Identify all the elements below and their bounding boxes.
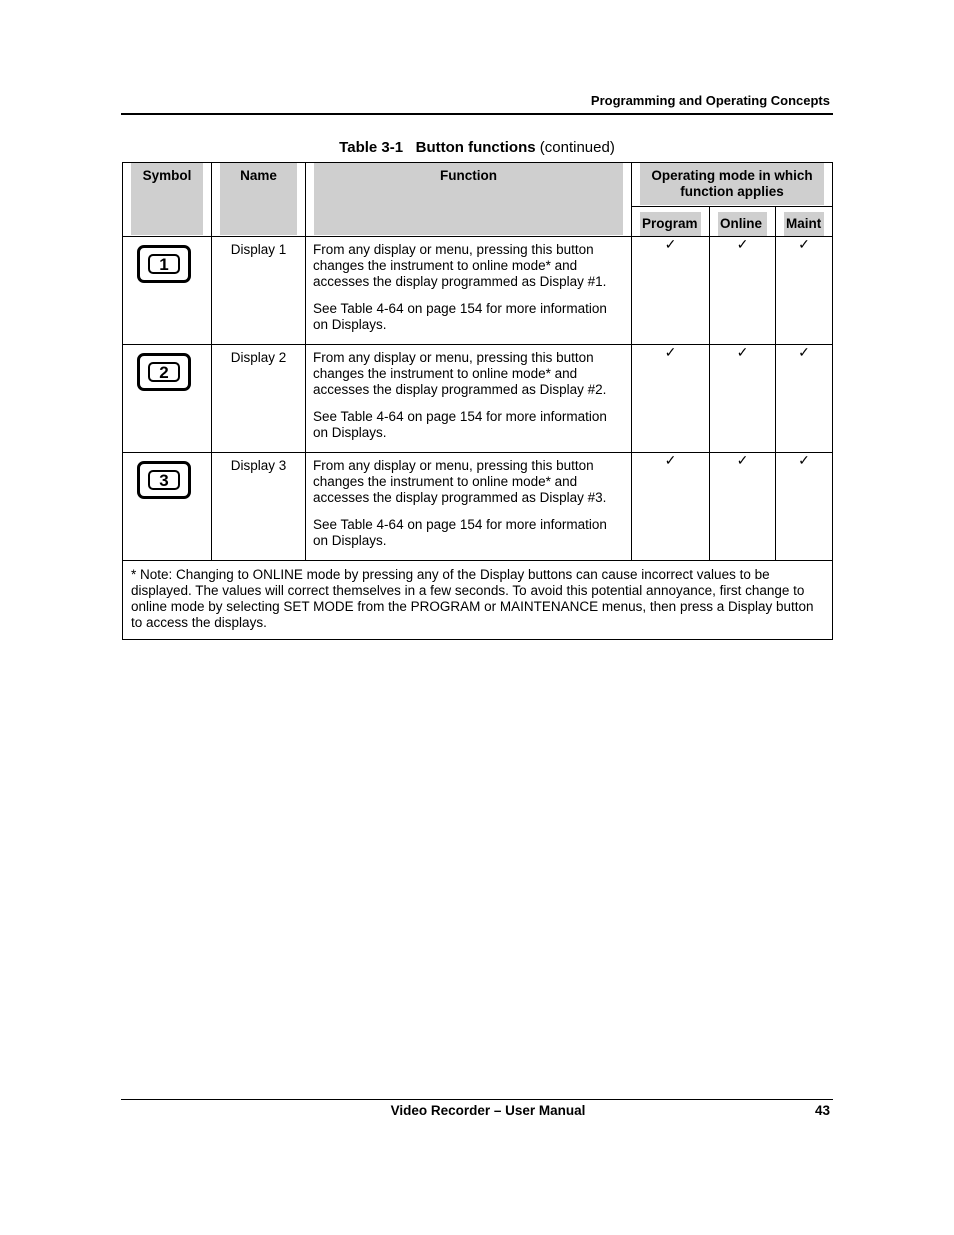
table-row <box>123 345 833 453</box>
symbol-cell <box>123 453 212 561</box>
check-maint: ✓ <box>776 453 833 561</box>
header-operating-mode: Operating mode in which function applies <box>632 163 833 207</box>
table-note: * Note: Changing to ONLINE mode by pressing any of the Display buttons can cause incorrect values to be displayed. The values will correct themselves in a few seconds. To avoid this potential annoyance, first change to online mode by selecting SET MODE from the PROGRAM or MAINTENANCE menus, then press a Display button to access the displays. <box>123 561 833 640</box>
caption-suffix: (continued) <box>539 139 615 156</box>
symbol-cell <box>123 345 212 453</box>
header-mode-maint: Maint <box>776 207 833 237</box>
check-online: ✓ <box>710 237 776 345</box>
caption-label: Table 3-1 <box>339 139 404 156</box>
page-number: 43 <box>814 1103 830 1118</box>
note-row <box>123 561 833 640</box>
header-symbol: Symbol <box>123 163 212 237</box>
header-name: Name <box>212 163 306 237</box>
check-program: ✓ <box>632 453 710 561</box>
header-function: Function <box>306 163 632 237</box>
display-3-key-icon: 3 <box>137 461 191 499</box>
check-program: ✓ <box>632 237 710 345</box>
footer-rule <box>121 1099 833 1100</box>
display-1-key-icon: 1 <box>137 245 191 283</box>
button-functions-table <box>122 162 833 640</box>
footer-title: Video Recorder – User Manual <box>390 1103 586 1118</box>
name-cell: Display 2 <box>212 345 306 453</box>
table-caption <box>0 139 954 156</box>
caption-title: Button functions <box>415 139 536 156</box>
symbol-cell <box>123 237 212 345</box>
display-2-key-icon: 2 <box>137 353 191 391</box>
name-cell: Display 1 <box>212 237 306 345</box>
check-online: ✓ <box>710 453 776 561</box>
table-row <box>123 237 833 345</box>
check-maint: ✓ <box>776 237 833 345</box>
table-row <box>123 453 833 561</box>
header-mode-program: Program <box>632 207 710 237</box>
function-cell: From any display or menu, pressing this button changes the instrument to online mode* and accesses the display programmed as Display #2. See Table 4-64 on page 154 for more information on Displays. <box>306 345 632 453</box>
name-cell: Display 3 <box>212 453 306 561</box>
check-maint: ✓ <box>776 345 833 453</box>
check-online: ✓ <box>710 345 776 453</box>
check-program: ✓ <box>632 345 710 453</box>
running-head: Programming and Operating Concepts <box>590 93 830 108</box>
function-cell: From any display or menu, pressing this button changes the instrument to online mode* and accesses the display programmed as Display #3. See Table 4-64 on page 154 for more information on Displays. <box>306 453 632 561</box>
function-cell: From any display or menu, pressing this button changes the instrument to online mode* and accesses the display programmed as Display #1. See Table 4-64 on page 154 for more information on Displays. <box>306 237 632 345</box>
header-mode-online: Online <box>710 207 776 237</box>
header-rule <box>121 113 833 115</box>
